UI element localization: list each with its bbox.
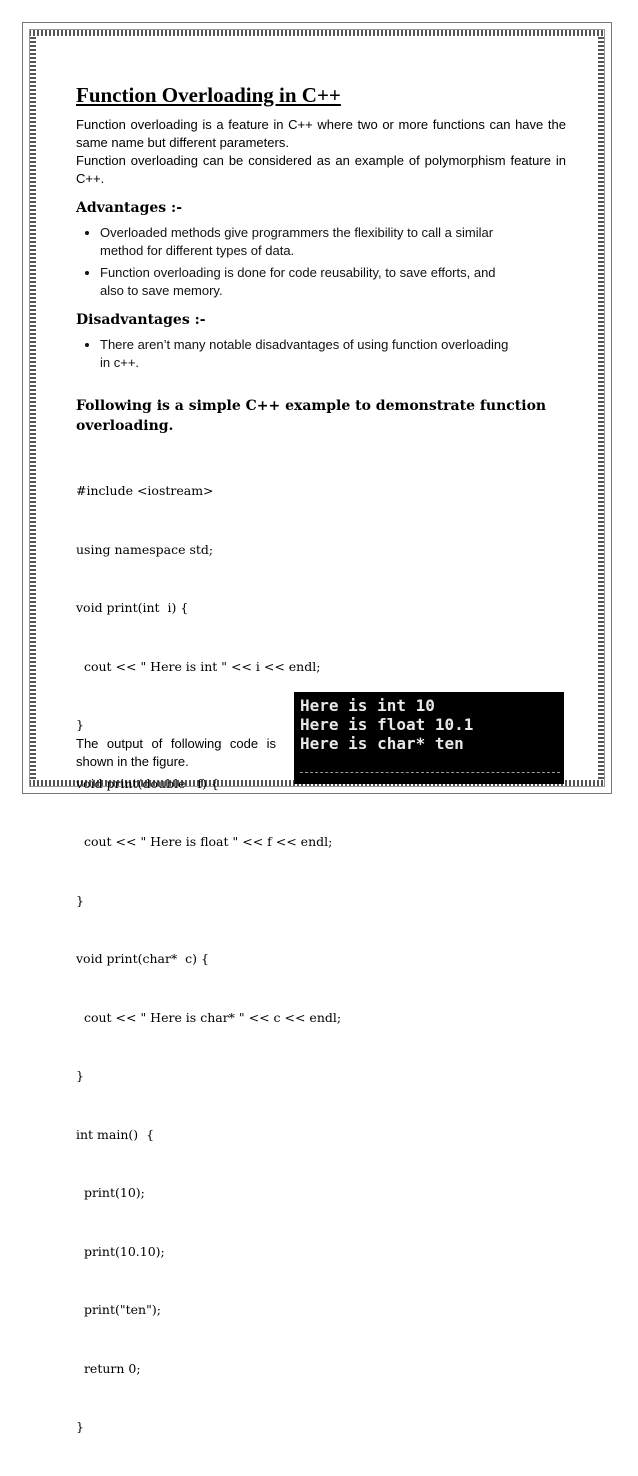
disadvantages-heading: Disadvantages :- [76,312,206,328]
code-line: } [76,1068,84,1083]
code-listing [76,442,566,1476]
list-item: • Function overloading is done for code reusability, to save efforts, and also to save memory. [100,264,510,300]
code-line: void print(char* c) { [76,951,209,966]
terminal-line: Here is int 10 [300,696,435,715]
terminal-output-screenshot [294,692,564,784]
code-line: cout << " Here is int " << i << endl; [76,658,321,674]
code-line: using namespace std; [76,541,214,557]
code-line: void print(double f) { [76,775,219,791]
list-item: • Overloaded methods give programmers the flexibility to call a similar method for different types of data. [100,224,510,260]
code-line: cout << " Here is float " << f << endl; [76,834,333,849]
code-line: } [76,892,84,908]
code-line: } [76,717,84,732]
disadvantages-list [76,336,566,372]
advantages-list [76,224,566,300]
terminal-divider [300,772,560,774]
terminal-line: Here is char* ten [300,734,464,753]
code-line: print(10); [76,1185,145,1200]
code-line: print("ten"); [76,1302,161,1317]
terminal-line: Here is float 10.1 [300,715,474,734]
code-line: cout << " Here is char* " << c << endl; [76,1009,342,1025]
intro-paragraph-1: Function overloading is a feature in C++ where two or more functions can have the same name but different parameters. [76,117,566,150]
list-item: • There aren’t many notable disadvantages of using function overloading in c++. [100,336,510,372]
code-line: void print(int i) { [76,600,189,615]
intro-paragraph-2: Function overloading can be considered as an example of polymorphism feature in C++. [76,153,566,186]
example-heading: Following is a simple C++ example to demonstrate function overloading. [76,398,547,434]
page-title: Function Overloading in C++ [76,83,341,107]
code-line: print(10.10); [76,1243,165,1259]
advantages-heading: Advantages :- [76,200,183,216]
code-line: int main() { [76,1126,155,1142]
code-line: #include <iostream> [76,483,214,498]
output-caption: The output of following code is shown in the figure. [76,736,276,769]
code-line: return 0; [76,1360,141,1376]
code-line: } [76,1419,84,1434]
